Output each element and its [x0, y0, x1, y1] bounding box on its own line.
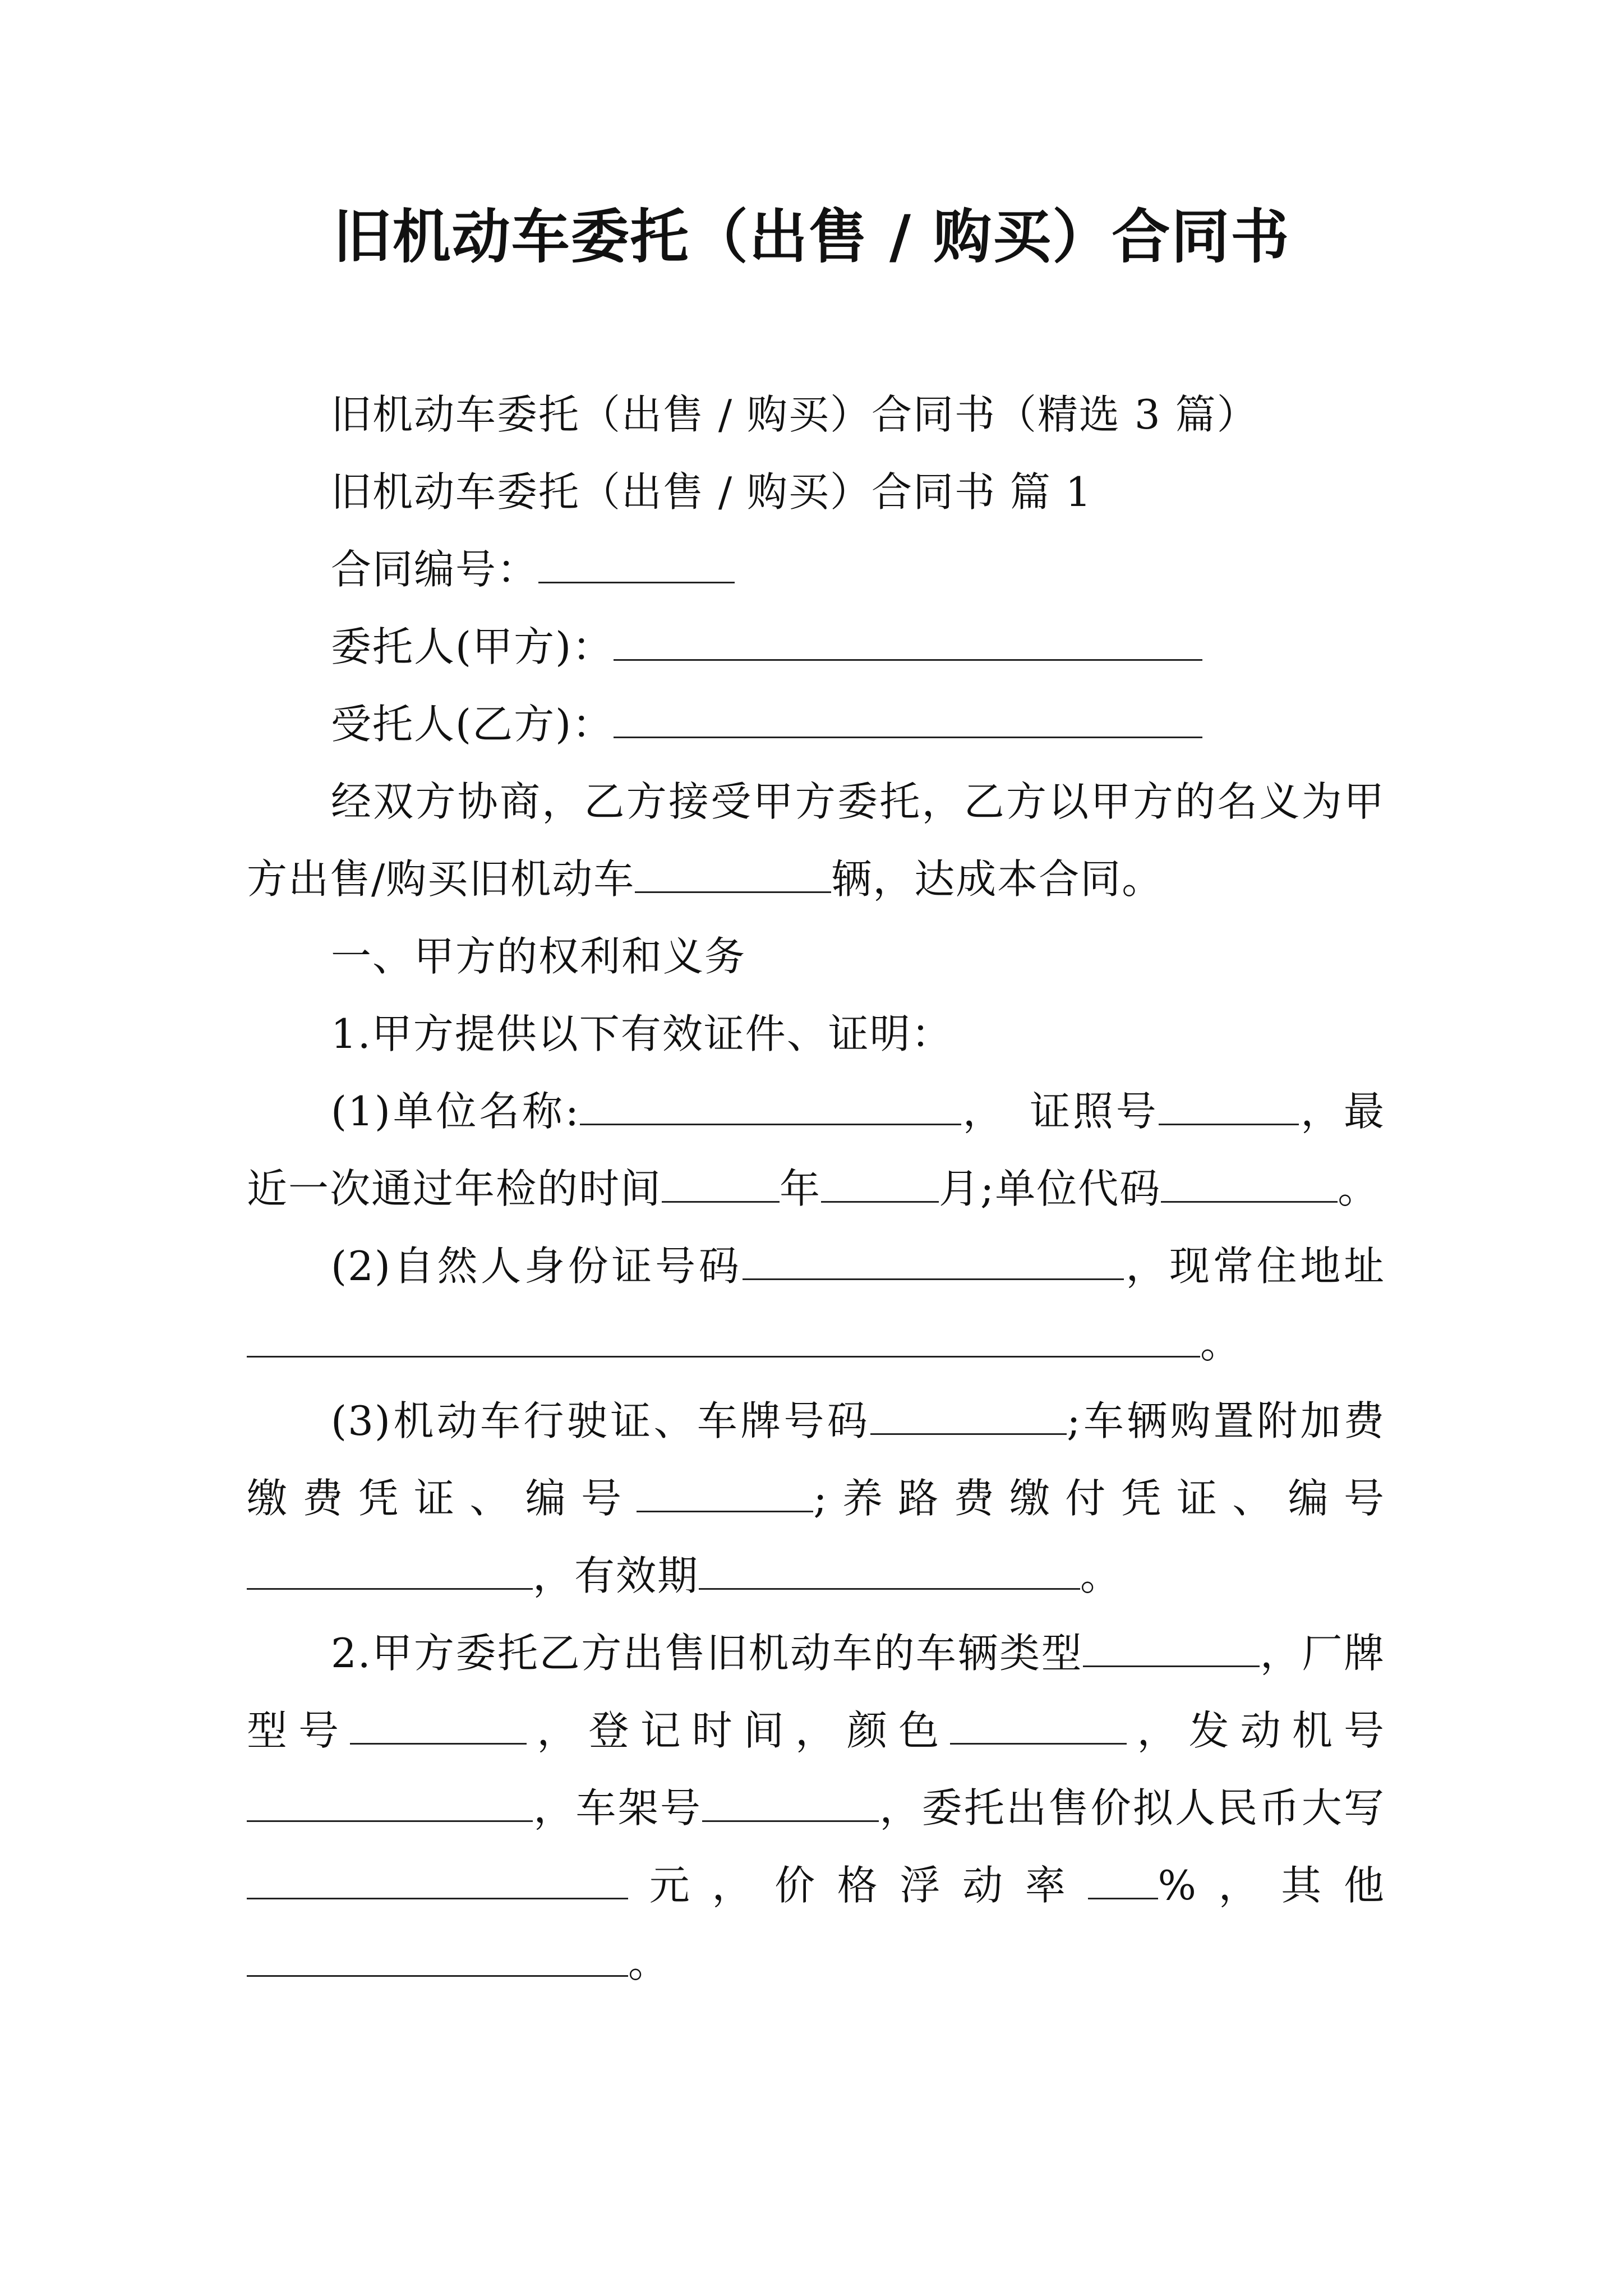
subtitle-line: 旧机动车委托（出售 / 购买）合同书（精选 3 篇） — [331, 391, 1258, 438]
item1-1-g: 。 — [1338, 1165, 1380, 1212]
section-heading: 旧机动车委托（出售 / 购买）合同书 篇 1 — [331, 468, 1092, 516]
item1-3-d: ，有效期 — [533, 1552, 699, 1599]
inspection-month-blank — [821, 1165, 939, 1203]
item2-b: ，厂牌型号 — [247, 1630, 1385, 1754]
surcharge-no-blank — [637, 1475, 813, 1512]
item2-e: ，车架号 — [533, 1784, 703, 1832]
price-blank — [247, 1862, 628, 1899]
document-body — [247, 376, 1385, 2001]
party-a-line — [247, 608, 1385, 685]
item1-1-paragraph — [247, 1073, 1385, 1227]
party-b-blank — [614, 701, 1202, 738]
item2-a: 2.甲方委托乙方出售旧机动车的车辆类型 — [331, 1630, 1083, 1677]
item1-1-e: 年 — [780, 1165, 822, 1212]
document-title: 旧机动车委托（出售 / 购买）合同书 — [333, 203, 1290, 271]
section1-heading: 一、甲方的权利和义务 — [331, 933, 746, 980]
item2-c: ，登记时间，颜色 — [527, 1707, 951, 1754]
intro-text: 经双方协商，乙方接受甲方委托，乙方以甲方的名义为甲方出售/购买旧机动车 — [247, 778, 1385, 903]
unit-code-blank — [1161, 1165, 1338, 1203]
item1-1-a: (1)单位名称: — [331, 1088, 580, 1135]
unit-name-blank — [580, 1088, 961, 1125]
item1-3-a: (3)机动车行驶证、车牌号码 — [331, 1397, 871, 1444]
plate-number-blank — [870, 1397, 1067, 1435]
item1-2-b: ，现常住地址 — [1123, 1243, 1385, 1290]
item1-3-paragraph — [247, 1382, 1385, 1614]
party-b-label: 受托人(乙方)： — [331, 701, 614, 748]
item2-g: 元，价格浮动率 — [628, 1862, 1088, 1909]
item2-i: 。 — [628, 1939, 670, 1986]
contract-number-line — [247, 531, 1385, 608]
item2-d: ，发动机号 — [1127, 1707, 1385, 1754]
party-a-blank — [614, 623, 1202, 661]
address-blank — [247, 1320, 1200, 1358]
party-b-line — [247, 685, 1385, 763]
intro-end: 辆，达成本合同。 — [831, 855, 1164, 903]
other-blank — [247, 1939, 628, 1977]
vehicle-type-blank — [1083, 1630, 1260, 1667]
contract-number-label: 合同编号： — [331, 546, 539, 593]
intro-paragraph — [247, 763, 1385, 918]
item1-1-f: 月;单位代码 — [939, 1165, 1161, 1212]
item1-2-c: 。 — [1200, 1320, 1242, 1367]
item1-3-e: 。 — [1080, 1552, 1122, 1599]
item1-1-c: 证照号 — [1028, 1088, 1159, 1135]
model-blank — [350, 1707, 527, 1745]
inspection-year-blank — [662, 1165, 780, 1203]
item1-3-b: ;车辆购置附加费缴费凭证、编号 — [247, 1397, 1385, 1522]
party-a-label: 委托人(甲方)： — [331, 623, 614, 670]
license-no-blank — [1159, 1088, 1299, 1125]
item2-h: %，其他 — [1158, 1862, 1385, 1909]
float-rate-blank — [1088, 1862, 1158, 1899]
item1-1-d: ，最近一次通过年检的时间 — [247, 1088, 1385, 1212]
item1-1-b: ， — [961, 1088, 1006, 1135]
item2-f: ，委托出售价拟人民币大写 — [879, 1784, 1385, 1832]
item1-3-c: ;养路费缴付凭证、编号 — [813, 1475, 1385, 1522]
color-blank — [950, 1707, 1127, 1745]
vehicle-count-blank — [635, 855, 831, 893]
engine-no-blank — [247, 1784, 533, 1822]
contract-number-blank — [538, 546, 735, 583]
frame-no-blank — [702, 1784, 879, 1822]
item1-2-a: (2)自然人身份证号码 — [331, 1243, 743, 1290]
item2-paragraph — [247, 1614, 1385, 2001]
id-number-blank — [743, 1243, 1124, 1280]
road-fee-no-blank — [247, 1552, 533, 1590]
item1-2-paragraph — [247, 1227, 1385, 1382]
validity-blank — [699, 1552, 1080, 1590]
item1-heading: 1.甲方提供以下有效证件、证明： — [331, 1010, 953, 1057]
